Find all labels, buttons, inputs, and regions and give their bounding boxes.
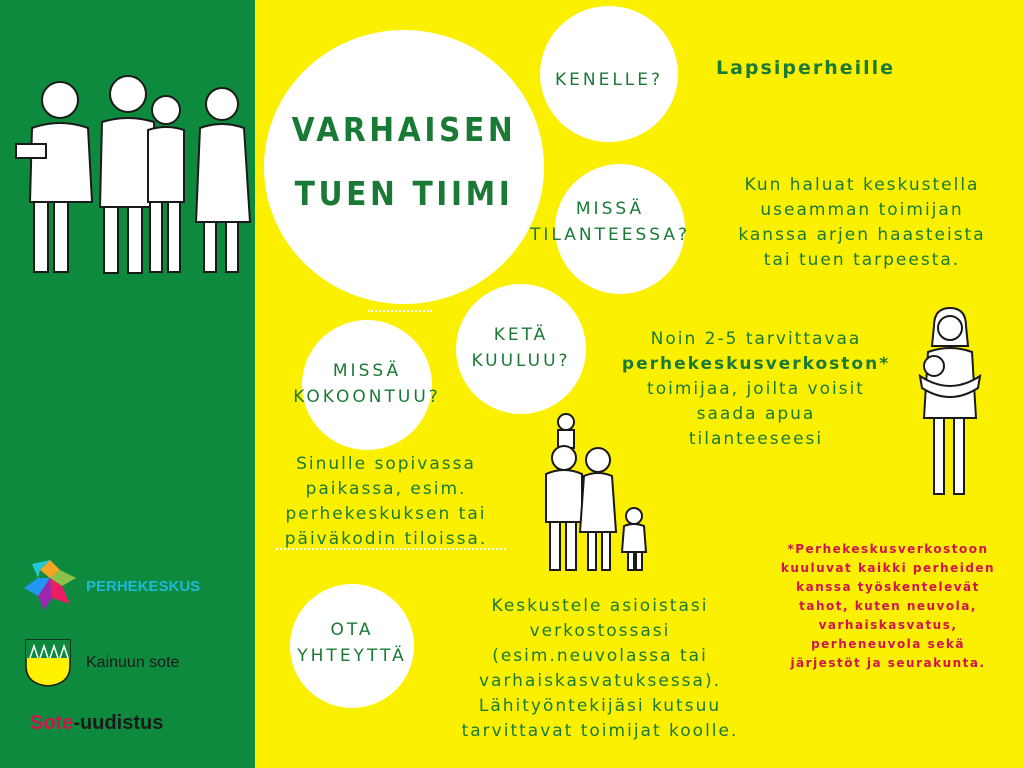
ota-line-1: OTA — [330, 620, 374, 640]
answer-line: kanssa arjen haasteista — [738, 225, 986, 245]
title-line-1: VARHAISEN — [291, 110, 517, 149]
mother-with-baby-icon — [910, 306, 990, 498]
keta-line-2: KUULUU? — [471, 351, 571, 371]
kokoontuu-line-1: MISSÄ — [332, 361, 402, 381]
footnote-line: kanssa työskentelevät — [796, 580, 980, 594]
perhekeskus-logo-icon — [22, 558, 78, 612]
answer-line: tilanteeseesi — [688, 429, 824, 449]
answer-line: tai tuen tarpeesta. — [763, 250, 961, 270]
answer-line: paikassa, esim. — [305, 479, 467, 499]
sote-word: Sote — [30, 712, 74, 734]
kainuu-crest-icon — [24, 638, 72, 688]
title-line-2: TUEN TIIMI — [294, 174, 514, 213]
answer-line: saada apua — [696, 404, 816, 424]
missa-line-2: TILANTEESSA? — [529, 225, 691, 245]
answer-line: Sinulle sopivassa — [296, 454, 476, 474]
missa-kokoontuu-question — [272, 358, 462, 410]
answer-line: varhaiskasvatuksessa). — [478, 671, 721, 691]
answer-line: toimijaa, joilta voisit — [647, 379, 865, 399]
missa-kokoontuu-answer — [262, 452, 510, 552]
kokoontuu-line-2: KOKOONTUU? — [293, 387, 441, 407]
answer-line: Kun haluat keskustella — [744, 175, 980, 195]
footnote-line: tahot, kuten neuvola, — [799, 599, 977, 613]
answer-line: tarvittavat toimijat koolle. — [461, 721, 739, 741]
missa-line-1: MISSÄ — [575, 199, 645, 219]
footnote-line: varhaiskasvatus, — [818, 618, 958, 632]
footnote-line: kuuluvat kaikki perheiden — [780, 561, 996, 575]
kenelle-question: KENELLE? — [554, 70, 664, 90]
answer-line: Lähityöntekijäsi kutsuu — [478, 696, 722, 716]
missa-tilanteessa-answer — [712, 173, 1012, 273]
keta-kuuluu-question — [456, 322, 586, 374]
missa-tilanteessa-question — [505, 196, 715, 248]
perhekeskus-logo-text: PERHEKESKUS — [86, 578, 201, 595]
kenelle-answer: Lapsiperheille — [716, 57, 896, 79]
dotted-divider — [276, 548, 506, 550]
answer-line: verkostossasi — [529, 621, 671, 641]
uudistus-word: -uudistus — [73, 712, 164, 734]
answer-line: perhekeskuksen tai — [285, 504, 487, 524]
answer-line: Keskustele asioistasi — [491, 596, 709, 616]
ota-line-2: YHTEYTTÄ — [297, 646, 407, 666]
answer-line: (esim.neuvolassa tai — [492, 646, 708, 666]
dotted-divider — [368, 310, 432, 312]
answer-line: päiväkodin tiloissa. — [284, 529, 488, 549]
kainuu-logo-text: Kainuun sote — [86, 654, 180, 671]
answer-line-bold: perhekeskusverkoston* — [621, 354, 891, 374]
ota-yhteytta-answer — [430, 594, 770, 744]
footnote-line: *Perhekeskusverkostoon — [787, 542, 989, 556]
footnote — [762, 540, 1014, 673]
page-title — [283, 98, 524, 226]
footnote-line: järjestöt ja seurakunta. — [790, 656, 986, 670]
answer-line: useamman toimijan — [760, 200, 964, 220]
keta-line-1: KETÄ — [493, 325, 549, 345]
answer-line: Noin 2-5 tarvittavaa — [650, 329, 862, 349]
footnote-line: perheneuvola sekä — [811, 637, 965, 651]
sote-uudistus-logo — [30, 712, 163, 735]
family-with-children-icon — [536, 412, 658, 572]
family-illustration-icon — [8, 72, 253, 278]
ota-yhteytta-question — [270, 617, 434, 669]
